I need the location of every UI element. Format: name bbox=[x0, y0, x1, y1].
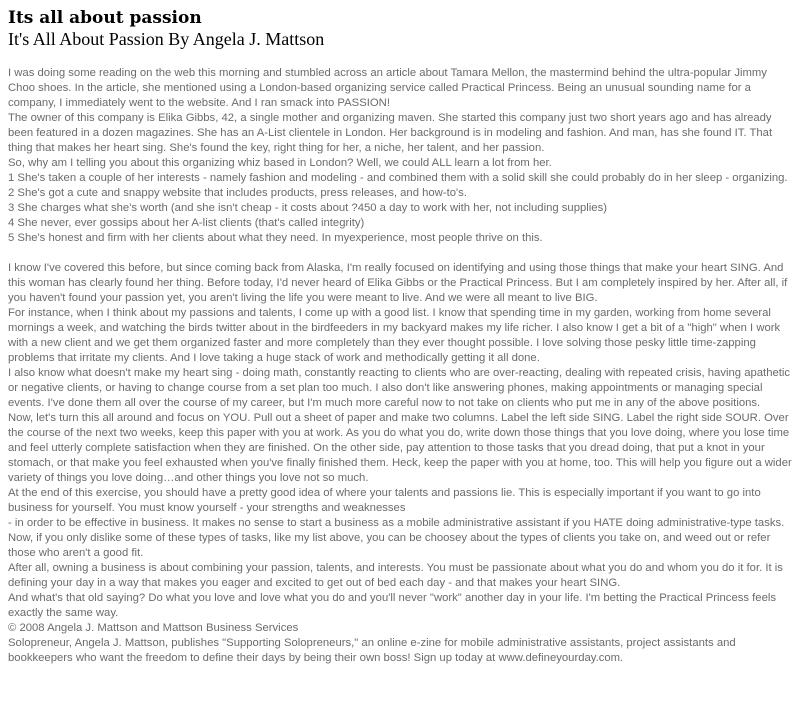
paragraph: I know I've covered this before, but since coming back from Alaska, I'm really focused on identifying and using those things that make your heart SING. And this woman has clearly found her thing. Before today, I'd never heard of Elika Gibbs or the Practical Princess. But I am completely inspired by her. After all, if you haven't found your passion yet, you aren't living the life you were meant to live. And we were all meant to live BIG. bbox=[8, 262, 788, 304]
paragraph: So, why am I telling you about this organizing whiz based in London? Well, we could ALL learn a lot from her. bbox=[8, 157, 552, 169]
paragraph: I was doing some reading on the web this morning and stumbled across an article about Tamara Mellon, the mastermind behind the ultra-popular Jimmy Choo shoes. In the article, she mentioned using a London-based organizing service called Practical Princess. Being an unusual sounding name for a company, I immediately went to the website. And I ran smack into PASSION! bbox=[8, 67, 767, 109]
paragraph: At the end of this exercise, you should have a pretty good idea of where your talents and passions lie. This is especially important if you want to go into business for yourself. You must know yourself - your strengths and weaknesses bbox=[8, 487, 761, 514]
author-bio: Solopreneur, Angela J. Mattson, publishes "Supporting Solopreneurs," an online e-zine for mobile administrative assistants, project assistants and bookkeepers who want the freedom to define their days by being their own boss! Sign up today at www.defineyourday.com. bbox=[8, 637, 736, 664]
list-item: 4 She never, ever gossips about her A-list clients (that's called integrity) bbox=[8, 217, 365, 229]
paragraph: I also know what doesn't make my heart sing - doing math, constantly reacting to clients who are over-reacting, dealing with repeated crisis, having apathetic or negative clients, or having to change course from a set plan too much. I also don't like answering phones, making appointments or managing special events. I've done them all over the course of my career, but I'm much more careful now to not take on clients who put me in any of the above positions. bbox=[8, 367, 791, 409]
paragraph: For instance, when I think about my passions and talents, I come up with a good list. I know that spending time in my garden, working from home several mornings a week, and watching the birds twitter about in the birdfeeders in my backyard makes my life richer. I also know I get a bit of a "high" when I work with a new client and we get them organized faster and more completely than they ever thought possible. I love solving those pesky little time-zapping problems that irritate my clients. And I love taking a huge stack of work and methodically getting it all done. bbox=[8, 307, 781, 364]
article-body bbox=[8, 66, 792, 666]
paragraph: Now, let's turn this all around and focus on YOU. Pull out a sheet of paper and make two columns. Label the left side SING. Label the right side SOUR. Over the course of the next two weeks, keep this paper with you at work. As you do what you do, write down those things that you love doing, where you lose time and feel utterly complete satisfaction when they are finished. On the other side, pay attention to those tasks that you dread doing, that put a knot in your stomach, or that make you feel exhausted when you've finally finished them. Heck, keep the paper with you at home, too. This will help you figure out a wider variety of things you love doing…and other things you love not so much. bbox=[8, 412, 792, 484]
paragraph-gap bbox=[8, 246, 792, 261]
list-item: 5 She's honest and firm with her clients about what they need. In myexperience, most people thrive on this. bbox=[8, 232, 543, 244]
list-item: 3 She charges what she's worth (and she isn't cheap - it costs about ?450 a day to work with her, not including supplies) bbox=[8, 202, 607, 214]
list-item: 1 She's taken a couple of her interests - namely fashion and modeling - and combined them with a solid skill she could probably do in her sleep - organizing. bbox=[8, 172, 788, 184]
list-item: 2 She's got a cute and snappy website that includes products, press releases, and how-to's. bbox=[8, 187, 467, 199]
article-page bbox=[8, 8, 792, 666]
page-title: Its all about passion bbox=[8, 8, 202, 28]
article-subtitle: It's All About Passion By Angela J. Mattson bbox=[8, 29, 325, 49]
copyright-line: © 2008 Angela J. Mattson and Mattson Business Services bbox=[8, 622, 299, 634]
paragraph: And what's that old saying? Do what you love and love what you do and you'll never "work" another day in your life. I'm betting the Practical Princess feels exactly the same way. bbox=[8, 592, 777, 619]
paragraph: - in order to be effective in business. It makes no sense to start a business as a mobile administrative assistant if you HATE doing administrative-type tasks. Now, if you only dislike some of these types of tasks, like my list above, you can be choosey about the types of clients you take on, and weed out or refer those who aren't a good fit. bbox=[8, 517, 785, 559]
paragraph: After all, owning a business is about combining your passion, talents, and interests. You must be passionate about what you do and whom you do it for. It is defining your day in a way that makes you eager and excited to get out of bed each day - and that makes your heart SING. bbox=[8, 562, 783, 589]
paragraph: The owner of this company is Elika Gibbs, 42, a single mother and organizing maven. She started this company just two short years ago and has already been featured in a dozen magazines. She has an A-List clientele in London. Her background is in modeling and fashion. And man, has she found IT. That thing that makes her heart sing. She's found the key, right thing for her, a niche, her talent, and her passion. bbox=[8, 112, 773, 154]
